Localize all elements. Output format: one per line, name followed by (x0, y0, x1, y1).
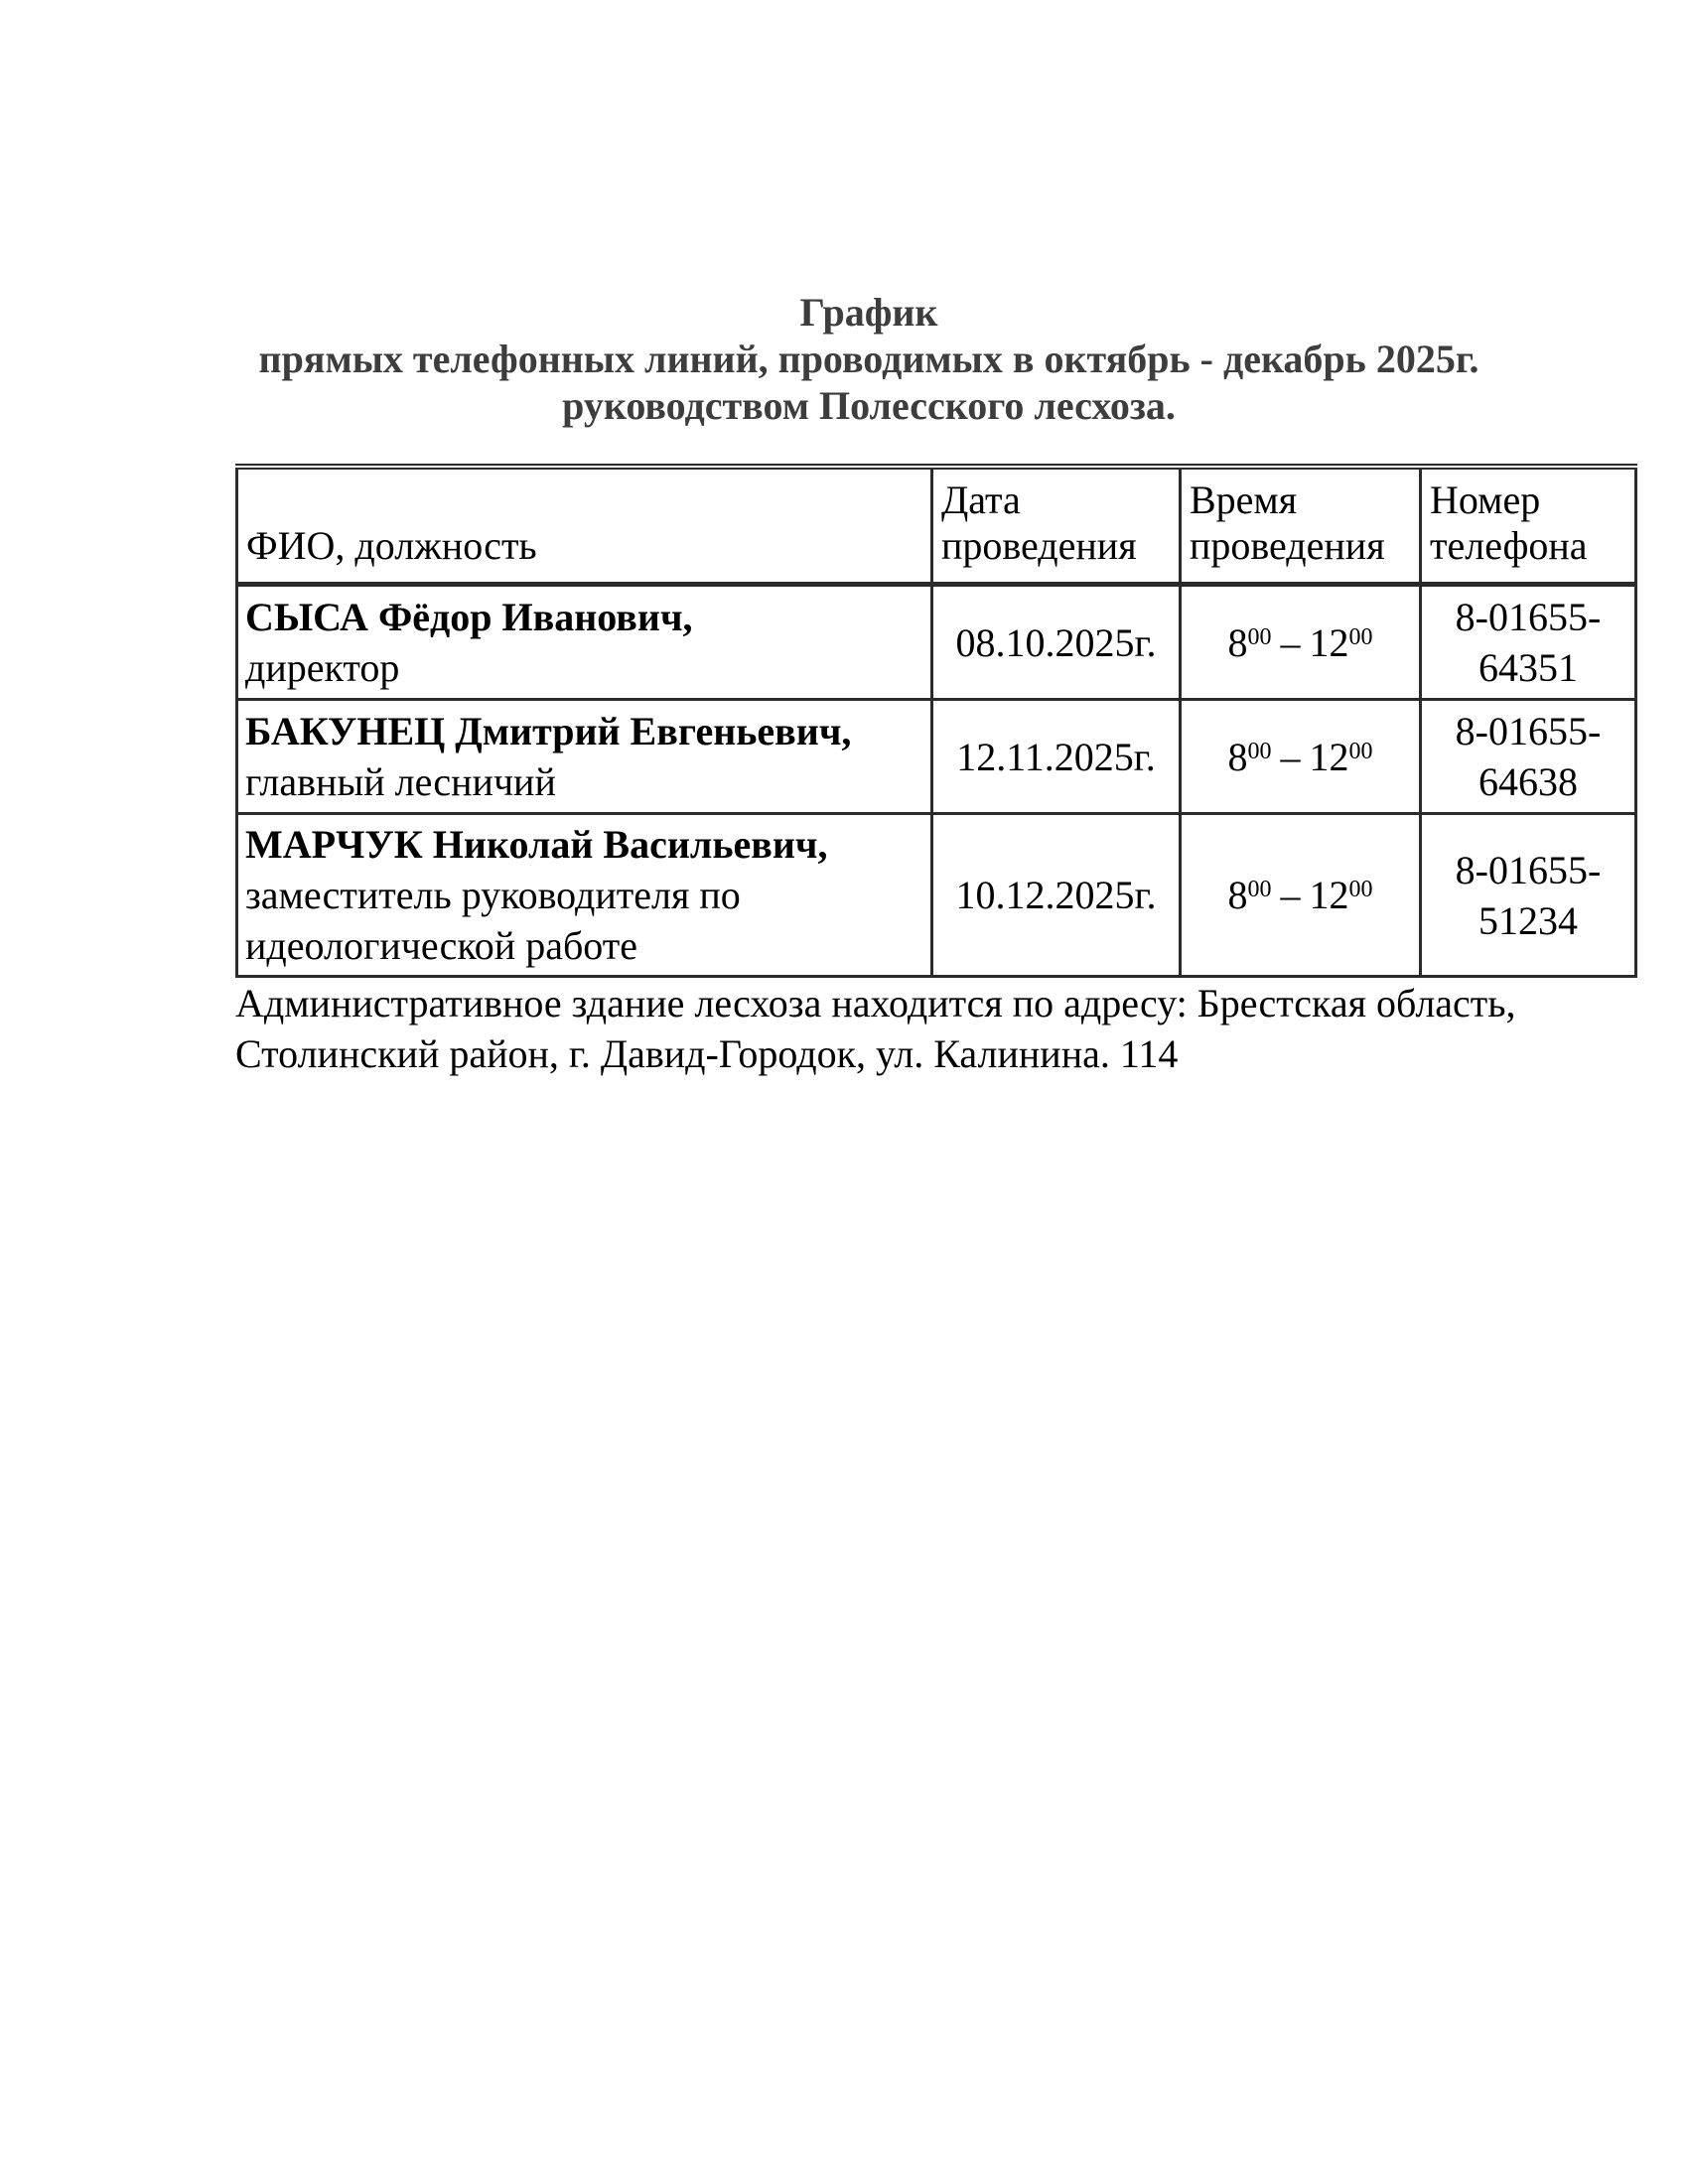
time-end-superscript: 00 (1348, 738, 1373, 764)
date-cell: 08.10.2025г. (932, 585, 1181, 700)
person-name: СЫСА Фёдор Иванович, (245, 595, 693, 639)
address-line-2: Столинский район, г. Давид-Городок, ул. Калинина. 114 (235, 1031, 1179, 1076)
time-cell (1181, 700, 1421, 814)
person-cell (237, 700, 932, 814)
person-position: заместитель руководителя по идеологической работе (245, 873, 741, 968)
table-row (237, 585, 1636, 700)
table-row (237, 814, 1636, 977)
time-start: 8 (1227, 873, 1248, 917)
phone-cell: 8-01655-64638 (1421, 700, 1636, 814)
person-position: директор (245, 645, 400, 690)
title-line-1: График (799, 290, 938, 335)
time-start-superscript: 00 (1247, 877, 1272, 902)
address-line-1: Административное здание лесхоза находится по адресу: Брестская область, (235, 981, 1516, 1025)
person-name: МАРЧУК Николай Васильевич, (245, 822, 828, 867)
title-line-2: прямых телефонных линий, проводимых в октябрь - декабрь 2025г. (258, 337, 1479, 381)
time-separator: – (1280, 734, 1301, 779)
time-end: 12 (1309, 873, 1349, 917)
phone-cell: 8-01655-64351 (1421, 585, 1636, 700)
phone-cell: 8-01655-51234 (1421, 814, 1636, 977)
time-end: 12 (1309, 619, 1349, 665)
header-phone: Номер телефона (1421, 467, 1636, 585)
person-cell (237, 814, 932, 977)
time-cell (1181, 585, 1421, 700)
time-separator: – (1280, 619, 1301, 665)
time-start-superscript: 00 (1247, 623, 1272, 650)
time-end: 12 (1309, 734, 1349, 779)
address-note (235, 978, 1516, 1079)
person-position: главный лесничий (245, 759, 556, 804)
table-header-row (237, 467, 1636, 585)
table-row (237, 700, 1636, 814)
header-date: Дата проведения (932, 467, 1181, 585)
time-start: 8 (1227, 734, 1248, 779)
date-cell: 12.11.2025г. (932, 700, 1181, 814)
date-cell: 10.12.2025г. (932, 814, 1181, 977)
document-title (235, 289, 1502, 429)
person-cell (237, 585, 932, 700)
time-start-superscript: 00 (1247, 738, 1272, 764)
time-end-superscript: 00 (1348, 623, 1373, 650)
time-start: 8 (1227, 619, 1248, 665)
header-person: ФИО, должность (237, 467, 932, 585)
title-line-3: руководством Полесского лесхоза. (562, 383, 1176, 428)
time-separator: – (1280, 873, 1301, 917)
time-end-superscript: 00 (1348, 877, 1373, 902)
time-cell (1181, 814, 1421, 977)
header-time: Время проведения (1181, 467, 1421, 585)
schedule-table (235, 464, 1637, 978)
person-name: БАКУНЕЦ Дмитрий Евгеньевич, (245, 709, 852, 753)
